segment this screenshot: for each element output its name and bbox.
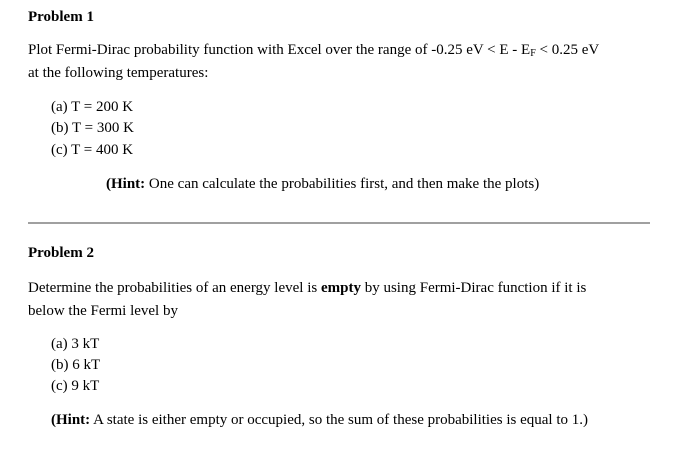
problem-1-hint-label: (Hint: xyxy=(106,176,146,192)
problem-1-statement-suffix: < 0.25 eV xyxy=(535,42,600,58)
problem-1-item-c: (c) T = 400 K xyxy=(51,142,134,158)
problem-2-statement-before: Determine the probabilities of an energy level is xyxy=(28,280,321,296)
problem-1-title: Problem 1 xyxy=(28,9,94,25)
problem-2-statement xyxy=(28,279,586,297)
problem-2-statement-emphasis: empty xyxy=(320,280,361,296)
problem-1-statement-prefix: Plot Fermi-Dirac probability function with Excel over the range of -0.25 eV < E - E xyxy=(28,42,531,58)
problem-1-item-a: (a) T = 200 K xyxy=(51,99,134,115)
problem-1-item-b: (b) T = 300 K xyxy=(51,120,134,136)
problem-2-item-a: (a) 3 kT xyxy=(51,336,100,352)
section-divider xyxy=(28,222,650,224)
problem-2-statement-after: by using Fermi-Dirac function if it is xyxy=(360,280,587,296)
problem-1-hint-text: One can calculate the probabilities first, and then make the plots) xyxy=(145,176,540,192)
problem-2-item-c: (c) 9 kT xyxy=(51,378,100,394)
problem-2-hint xyxy=(51,411,588,429)
problem-1-statement xyxy=(28,41,599,63)
problem-2-item-b: (b) 6 kT xyxy=(51,357,101,373)
problem-2-hint-label: (Hint: xyxy=(51,412,91,428)
fermi-subscript: F xyxy=(530,48,536,59)
problem-2-title: Problem 2 xyxy=(28,245,94,261)
problem-2-statement-line2: below the Fermi level by xyxy=(28,303,178,319)
problem-1-statement-line2: at the following temperatures: xyxy=(28,65,209,81)
problem-2-hint-text: A state is either empty or occupied, so the sum of these probabilities is equal to 1.) xyxy=(90,412,588,428)
problem-1-hint xyxy=(106,175,539,193)
